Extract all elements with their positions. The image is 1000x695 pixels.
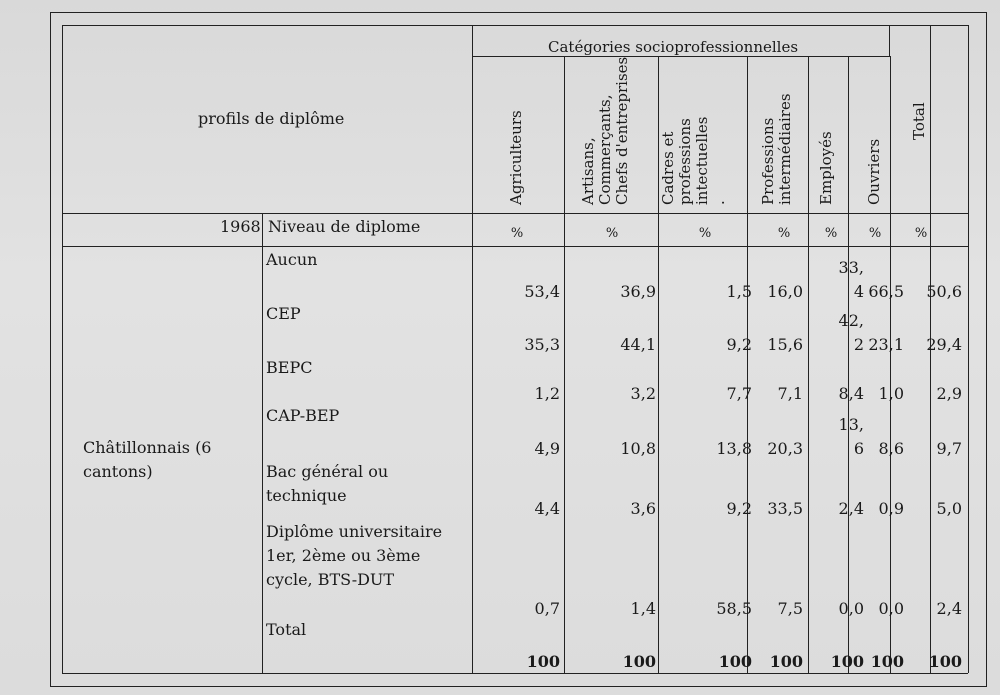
percent-unit-5: % [868,226,882,241]
col-header-employes: Employés [817,131,835,205]
row-label: Diplôme universitaire 1er, 2ème ou 3ème cycle, BTS-DUT [266,522,443,589]
table-cell: 13, 6 [838,415,864,458]
col-header-professions: Professions intermédiaires [759,93,794,205]
column-divider [889,25,890,56]
table-cell: 7,1 [777,384,803,403]
percent-unit-2: % [698,226,712,241]
table-cell: 2,9 [936,384,962,403]
table-cell: 50,6 [926,282,962,301]
row-label: Total [266,620,307,639]
table-cell: 10,8 [620,439,656,458]
table-cell: 9,2 [726,335,752,354]
table-cell: 100 [718,652,752,671]
table-cell: 9,2 [726,499,752,518]
table-cell: 44,1 [620,335,656,354]
table-cell: 4,9 [534,439,560,458]
table-cell: 1,0 [878,384,904,403]
profils-header: profils de diplôme [198,109,345,128]
percent-unit-3: % [777,226,791,241]
table-cell: 42, 2 [838,311,864,354]
table-cell: 23,1 [868,335,904,354]
table-cell: 36,9 [620,282,656,301]
table-cell: 3,2 [630,384,656,403]
table-cell: 100 [769,652,803,671]
table-cell: 33,5 [767,499,803,518]
header-rule [62,213,968,214]
column-divider [262,213,263,673]
column-divider [808,56,809,673]
table-cell: 1,4 [630,599,656,618]
col-header-total: Total [910,102,928,140]
table-cell: 100 [928,652,962,671]
table-cell: 100 [526,652,560,671]
table-cell: 66,5 [868,282,904,301]
column-divider [968,25,969,673]
table-cell: 0,0 [838,599,864,618]
percent-unit-6: % [914,226,928,241]
percent-unit-0: % [510,226,524,241]
table-cell: 7,7 [726,384,752,403]
categories-header: Catégories socioprofessionnelles [548,38,799,56]
percent-unit-4: % [824,226,838,241]
table-cell: 29,4 [926,335,962,354]
header-rule [62,246,968,247]
year-label: 1968 [220,217,261,236]
row-label: BEPC [266,358,313,377]
table-cell: 5,0 [936,499,962,518]
col-header-artisans: Artisans, Commerçants, Chefs d'entreprises [579,56,631,205]
row-label: Aucun [266,250,318,269]
table-cell: 1,5 [726,282,752,301]
table-cell: 58,5 [716,599,752,618]
table-cell: 100 [830,652,864,671]
col-header-ouvriers: Ouvriers [865,138,883,205]
col-header-cadres: Cadres et professions intectuelles . [659,116,728,205]
table-cell: 1,2 [534,384,560,403]
table-cell: 13,8 [716,439,752,458]
col-header-agriculteurs: Agriculteurs [507,110,525,205]
table-cell: 33, 4 [838,258,864,301]
region-label: Châtillonnais (6 cantons) [83,438,212,481]
table-cell: 4,4 [534,499,560,518]
column-divider [472,25,473,673]
column-divider [890,56,891,673]
table-cell: 15,6 [767,335,803,354]
column-divider [747,56,748,673]
percent-unit-1: % [605,226,619,241]
table-cell: 2,4 [838,499,864,518]
table-cell: 35,3 [524,335,560,354]
table-cell: 8,6 [878,439,904,458]
header-rule [472,56,890,57]
table-cell: 0,7 [534,599,560,618]
column-divider [848,56,849,673]
column-divider [564,56,565,673]
table-cell: 9,7 [936,439,962,458]
table-cell: 16,0 [767,282,803,301]
table-cell: 2,4 [936,599,962,618]
table-cell: 7,5 [777,599,803,618]
row-label: CAP-BEP [266,406,340,425]
table-cell: 100 [870,652,904,671]
table-cell: 53,4 [524,282,560,301]
table-cell: 20,3 [767,439,803,458]
row-label: Bac général ou technique [266,462,389,505]
table-cell: 0,0 [878,599,904,618]
niveau-label: Niveau de diplome [268,217,421,236]
row-label: CEP [266,304,301,323]
table-top-rule [62,25,968,26]
table-cell: 0,9 [878,499,904,518]
table-cell: 3,6 [630,499,656,518]
table-cell: 8,4 [838,384,864,403]
column-divider [62,25,63,673]
table-cell: 100 [622,652,656,671]
